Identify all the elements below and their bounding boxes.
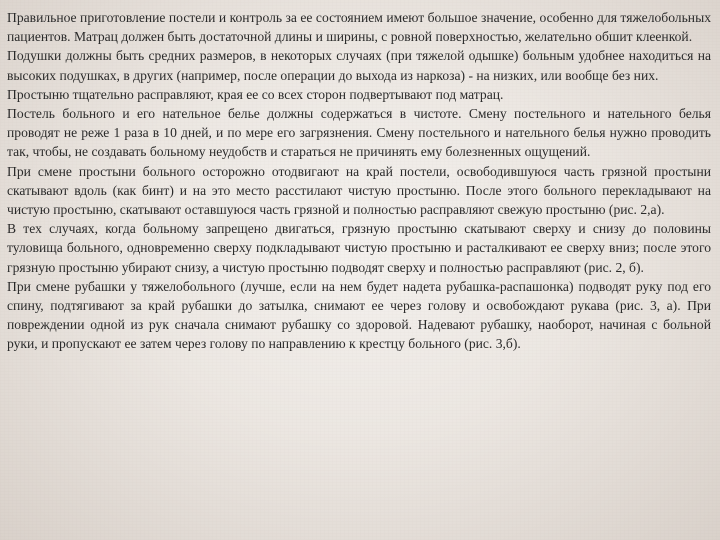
paragraph: При смене простыни больного осторожно отодвигают на край постели, освободившуюся часть грязной простыни скатывают вдоль (как бинт) и на это место расстилают чистую простыню. После этого больного перекладывают на чистую простыню, скатывают оставшуюся часть грязной и полностью расправляют свежую простыню (рис. 2,а). (7, 163, 711, 218)
paragraph: В тех случаях, когда больному запрещено двигаться, грязную простыню скатывают сверху и снизу до половины туловища больного, одновременно сверху подкладывают чистую простыню и расталкивают ее сверху вниз; после этого грязную простыню убирают снизу, а чистую простыню подводят сверху и полностью расправляют (рис. 2, б). (7, 221, 711, 275)
paragraph: Подушки должны быть средних размеров, в некоторых случаях (при тяжелой одышке) больным удобнее находиться на высоких подушках, в других (например, после операции до выхода из наркоза) - на низких, или вообще без них. (7, 48, 711, 83)
paragraph: При смене рубашки у тяжелобольного (лучше, если на нем будет надета рубашка-распашонка) подводят руку под его спину, подтягивают за край рубашки до затылка, снимают ее через голову и освобождают рукава (рис. 3, а). При повреждении одной из рук сначала снимают рубашку со здоровой. Надевают рубашку, наоборот, начиная с больной руки, и пропускают ее затем через голову по направлению к крестцу больного (рис. 3,б). (7, 278, 711, 352)
body-text (7, 8, 711, 354)
paragraph: Постель больного и его нательное белье должны содержаться в чистоте. Смену постельного и нательного белья проводят не реже 1 раза в 10 дней, и по мере его загрязнения. Смену постельного и нательного белья нужно проводить так, чтобы, не создавать больному неудобств и стараться не причинять ему болезненных ощущений. (7, 106, 711, 160)
paragraph: Правильное приготовление постели и контроль за ее состоянием имеют большое значение, особенно для тяжелобольных пациентов. Матрац должен быть достаточной длины и ширины, с ровной поверхностью, желательно обшит клеенкой. (7, 10, 711, 45)
paragraph: Простыню тщательно расправляют, края ее со всех сторон подвертывают под матрац. (7, 86, 504, 102)
